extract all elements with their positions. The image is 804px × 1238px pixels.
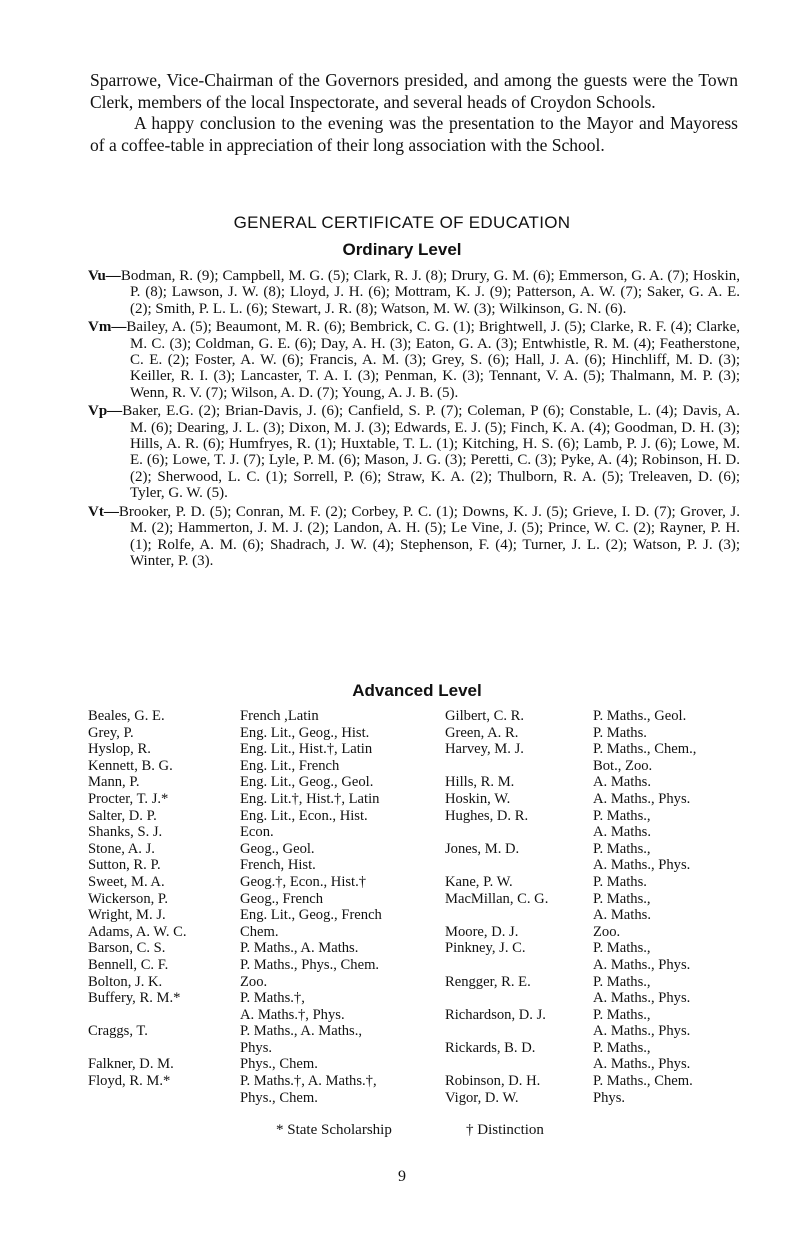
subject-list: P. Maths., — [593, 890, 651, 907]
subject-list: Eng. Lit.†, Hist.†, Latin — [240, 790, 380, 807]
candidate-name: Rickards, B. D. — [445, 1039, 536, 1056]
form-label: Vu— — [88, 268, 121, 284]
candidate-name: Salter, D. P. — [88, 807, 157, 824]
subject-list: Eng. Lit., Geog., Hist. — [240, 724, 370, 741]
subject-list: Phys., Chem. — [240, 1089, 318, 1106]
candidate-name: Green, A. R. — [445, 724, 519, 741]
candidate-name — [445, 758, 595, 775]
candidate-name: Robinson, D. H. — [445, 1073, 541, 1090]
candidate-name: Kane, P. W. — [445, 873, 513, 890]
candidate-name: MacMillan, C. G. — [445, 890, 549, 907]
advanced-level-heading: Advanced Level — [352, 681, 482, 700]
form-entry-vm — [88, 319, 740, 401]
candidate-name: Hills, R. M. — [445, 774, 515, 791]
subject-list: P. Maths., — [593, 1039, 651, 1056]
candidate-name — [445, 957, 595, 974]
candidate-name: Beales, G. E. — [88, 708, 165, 724]
subject-list: A. Maths. — [593, 907, 651, 924]
candidate-name — [445, 824, 595, 841]
subject-list: P. Maths., Phys., Chem. — [240, 956, 380, 973]
candidate-name — [88, 1040, 240, 1057]
subject-list: P. Maths., A. Maths., — [240, 1023, 363, 1040]
form-candidates: Bodman, R. (9); Campbell, M. G. (5); Clark, R. J. (8); Drury, G. M. (6); Emmerson, G. A. (7); Hoskin, P. (8); Lawson, J. W. (8); Lloyd, J. H. (6); Mottram, K. J. (9); Patterson, A. W. (7); Saker, G. A. E. (2); Smith, P. L. L. (6); Stewart, J. R. (8); Watson, M. W. (3); Wilkinson, G. N. (6). — [120, 268, 740, 317]
subject-list: Chem. — [240, 923, 279, 940]
candidate-name: Harvey, M. J. — [445, 741, 524, 758]
candidate-name: Stone, A. J. — [88, 840, 155, 857]
candidate-name: Hyslop, R. — [88, 741, 151, 758]
candidate-name: Adams, A. W. C. — [88, 923, 187, 940]
form-label: Vm— — [88, 319, 127, 336]
subject-list: Zoo. — [240, 973, 268, 990]
candidate-name — [445, 1056, 595, 1073]
candidate-name: Floyd, R. M.* — [88, 1073, 171, 1090]
subject-list: A. Maths., Phys. — [593, 1056, 691, 1073]
ordinary-level-heading: Ordinary Level — [342, 240, 462, 259]
candidate-name: Mann, P. — [88, 774, 140, 791]
candidate-name — [445, 857, 595, 874]
subject-list: P. Maths.†, — [240, 990, 305, 1007]
form-candidates: Brooker, P. D. (5); Conran, M. F. (2); Corbey, P. C. (1); Downs, K. J. (5); Grieve, I. D. (7); Grover, J. M. (2); Hammerton, J. M. J. (2); Landon, A. H. (5); Le Vine, J. (5); Prince, W. C. (2); Rayner, P. H. (1); Rolfe, A. M. (6); Shadrach, J. W. (4); Stephenson, F. (4); Turner, J. L. (2); Watson, P. J. (3); Winter, P. (3). — [118, 503, 740, 569]
subject-list: P. Maths., — [593, 973, 651, 990]
advanced-right-names-column — [445, 708, 595, 1106]
subject-list: A. Maths., Phys. — [593, 790, 691, 807]
form-entry-vu — [88, 268, 740, 317]
candidate-name: Barson, C. S. — [88, 940, 166, 957]
state-scholarship-note: * State Scholarship — [276, 1122, 392, 1138]
candidate-name: Jones, M. D. — [445, 840, 520, 857]
subject-list: P. Maths., Chem. — [593, 1073, 693, 1090]
subject-list: Phys. — [240, 1039, 273, 1056]
advanced-right-subjects-column — [593, 708, 773, 1106]
form-entry-vt — [88, 504, 740, 570]
subject-list: A. Maths.†, Phys. — [240, 1006, 345, 1023]
candidate-name: Wright, M. J. — [88, 907, 166, 924]
candidate-name: Grey, P. — [88, 724, 134, 741]
form-entry-vp — [88, 403, 740, 501]
candidate-name: Bolton, J. K. — [88, 973, 163, 990]
subject-list: A. Maths., Phys. — [593, 1023, 691, 1040]
distinction-note: † Distinction — [466, 1122, 544, 1138]
form-label: Vp— — [88, 403, 123, 420]
subject-list: French, Hist. — [240, 857, 316, 874]
subject-list: Zoo. — [593, 923, 621, 940]
form-candidates: Baker, E.G. (2); Brian-Davis, J. (6); Canfield, S. P. (7); Coleman, P (6); Constable, L. (4); Davis, A. M. (6); Dearing, J. L. (3); Dixon, M. J. (3); Edwards, E. J. (5); Finch, K. A. (4); Goodman, D. H. (3); Hills, A. R. (6); Humfryes, R. (1); Huxtable, T. L. (1); Kitching, H. S. (6); Lamb, P. J. (6); Lowe, M. E. (6); Lowe, T. J. (7); Lyle, P. M. (6); Mason, J. G. (3); Peretti, C. (3); Pyke, A. (4); Robinson, H. D. (2); Sherwood, L. C. (1); Sorrell, P. (6); Straw, K. A. (2); Thulborn, R. A. (5); Treleaven, D. (6); Tyler, G. W. (5). — [122, 403, 740, 502]
subject-list: French ,Latin — [240, 708, 319, 724]
page-number: 9 — [398, 1168, 406, 1185]
subject-list: P. Maths.†, A. Maths.†, — [240, 1073, 377, 1090]
subject-list: P. Maths., Geol. — [593, 708, 687, 724]
subject-list: A. Maths., Phys. — [593, 990, 691, 1007]
candidate-name: Falkner, D. M. — [88, 1056, 174, 1073]
subject-list: P. Maths. — [593, 873, 647, 890]
candidate-name: Richardson, D. J. — [445, 1006, 546, 1023]
form-label: Vt— — [88, 503, 119, 520]
candidate-name: Gilbert, C. R. — [445, 708, 525, 724]
candidate-name: Wickerson, P. — [88, 890, 169, 907]
candidate-name — [445, 907, 595, 924]
subject-list: Eng. Lit., Hist.†, Latin — [240, 741, 373, 758]
subject-list: Geog., French — [240, 890, 324, 907]
section-title: GENERAL CERTIFICATE OF EDUCATION — [233, 213, 571, 232]
candidate-name — [88, 1007, 240, 1024]
candidate-name: Vigor, D. W. — [445, 1089, 519, 1106]
candidate-name — [445, 990, 595, 1007]
subject-list: A. Maths., Phys. — [593, 956, 691, 973]
advanced-left-names-column — [88, 708, 240, 1106]
subject-list: A. Maths. — [593, 824, 651, 841]
subject-list: P. Maths., — [593, 840, 651, 857]
candidate-name: Buffery, R. M.* — [88, 990, 181, 1007]
subject-list: Eng. Lit., French — [240, 757, 340, 774]
subject-list: A. Maths., Phys. — [593, 857, 691, 874]
subject-list: Eng. Lit., Econ., Hist. — [240, 807, 368, 824]
candidate-name: Kennett, B. G. — [88, 757, 173, 774]
candidate-name — [88, 1090, 240, 1107]
candidate-name: Bennell, C. F. — [88, 956, 169, 973]
subject-list: P. Maths. — [593, 724, 647, 741]
subject-list: Phys. — [593, 1089, 626, 1106]
candidate-name: Sweet, M. A. — [88, 873, 165, 890]
subject-list: P. Maths., Chem., — [593, 741, 697, 758]
subject-list: P. Maths., — [593, 1006, 651, 1023]
intro-text — [90, 70, 738, 156]
subject-list: Bot., Zoo. — [593, 757, 653, 774]
subject-list: Geog.†, Econ., Hist.† — [240, 873, 367, 890]
subject-list: Geog., Geol. — [240, 840, 315, 857]
subject-list: Eng. Lit., Geog., Geol. — [240, 774, 374, 791]
intro-paragraph-2: A happy conclusion to the evening was the presentation to the Mayor and Mayoress of a coffee-table in appreciation of their long association with the School. — [90, 113, 738, 155]
subject-list: Phys., Chem. — [240, 1056, 318, 1073]
candidate-name — [445, 1023, 595, 1040]
candidate-name: Pinkney, J. C. — [445, 940, 526, 957]
candidate-name: Moore, D. J. — [445, 923, 519, 940]
subject-list: Econ. — [240, 824, 274, 841]
form-candidates: Bailey, A. (5); Beaumont, M. R. (6); Bembrick, C. G. (1); Brightwell, J. (5); Clarke, R. F. (4); Clarke, M. C. (3); Coldman, G. E. (6); Day, A. H. (3); Eaton, G. A. (3); Entwhistle, R. M. (4); Featherstone, C. E. (2); Foster, A. W. (6); Francis, A. M. (3); Grey, S. (6); Hall, J. A. (6); Hinchliff, M. D. (3); Keiller, R. I. (3); Lancaster, T. A. I. (3); Penman, K. (3); Tennant, V. A. (5); Thalmann, M. P. (3); Wenn, R. V. (7); Wilson, A. D. (7); Young, A. J. B. (5). — [126, 319, 740, 401]
candidate-name: Hoskin, W. — [445, 790, 511, 807]
candidate-name: Hughes, D. R. — [445, 807, 529, 824]
candidate-name: Procter, T. J.* — [88, 790, 169, 807]
candidate-name: Craggs, T. — [88, 1023, 148, 1040]
candidate-name: Shanks, S. J. — [88, 824, 163, 841]
subject-list: P. Maths., A. Maths. — [240, 940, 359, 957]
candidate-name: Sutton, R. P. — [88, 857, 161, 874]
subject-list: P. Maths., — [593, 807, 651, 824]
ordinary-level-list — [88, 268, 740, 571]
subject-list: P. Maths., — [593, 940, 651, 957]
subject-list: A. Maths. — [593, 774, 651, 791]
advanced-left-subjects-column — [240, 708, 445, 1106]
intro-paragraph-1: Sparrowe, Vice-Chairman of the Governors presided, and among the guests were the Town Clerk, members of the local Inspectorate, and several heads of Croydon Schools. — [90, 70, 738, 112]
candidate-name: Rengger, R. E. — [445, 973, 531, 990]
subject-list: Eng. Lit., Geog., French — [240, 907, 382, 924]
